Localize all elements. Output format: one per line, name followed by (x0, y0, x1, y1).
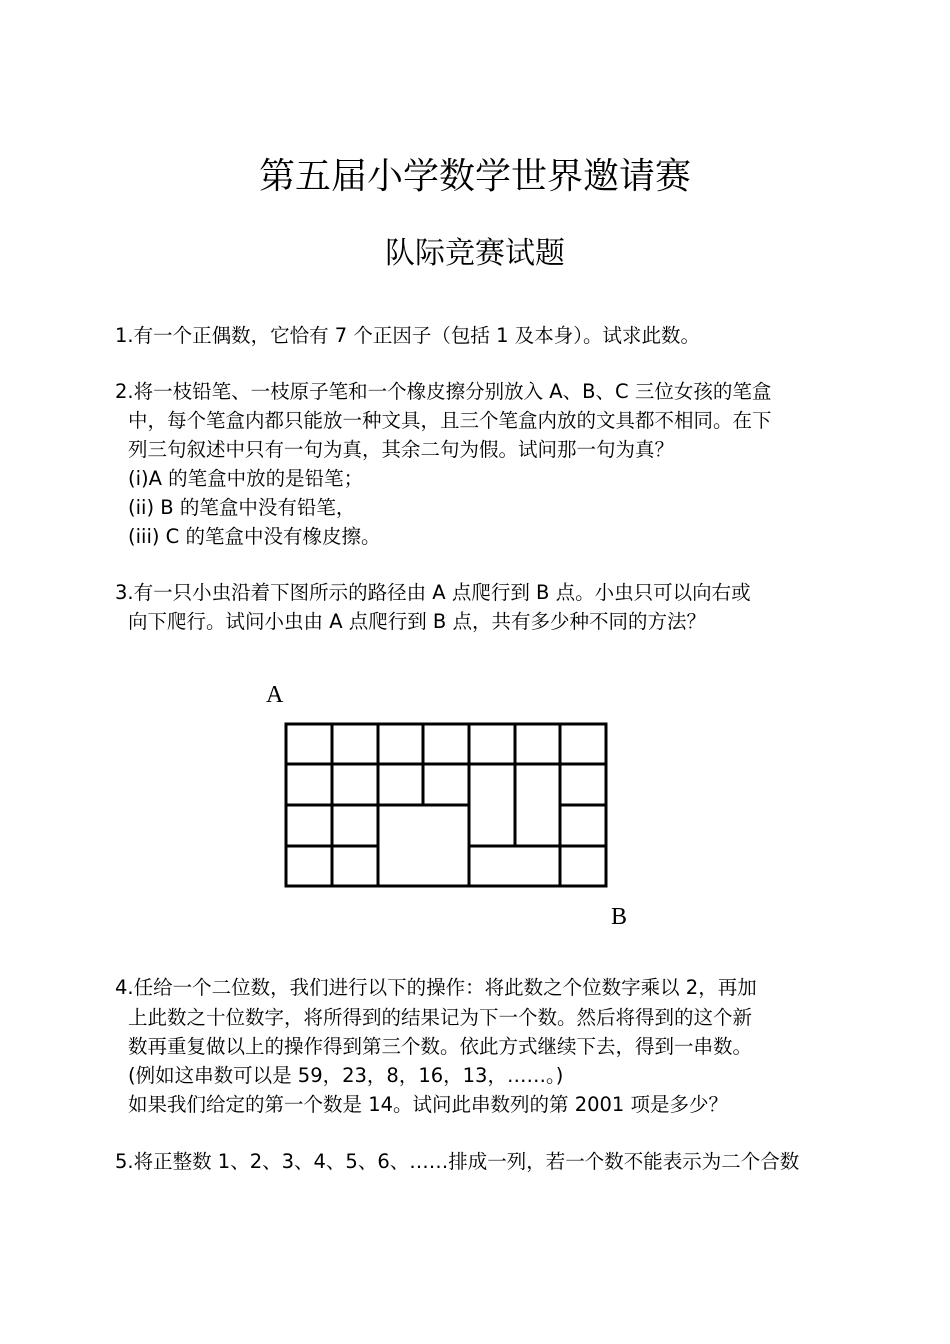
page-subtitle: 队际竞赛试题 (385, 236, 565, 271)
question-2-option-i: (i)A 的笔盒中放的是铅笔； (128, 467, 364, 490)
question-2-line-3: 列三句叙述中只有一句为真，其余二句为假。试问那一句为真？ (128, 438, 675, 461)
page-title: 第五届小学数学世界邀请赛 (258, 156, 691, 197)
question-2-line-1: 2.将一枝铅笔、一枝原子笔和一个橡皮擦分别放入 A、B、C 三位女孩的笔盒 (115, 380, 772, 403)
question-4-line-2: 上此数之十位数字，将所得到的结果记为下一个数。然后将得到的这个新 (128, 1006, 753, 1029)
question-4-line-3: 数再重复做以上的操作得到第三个数。依此方式继续下去，得到一串数。 (128, 1035, 753, 1058)
question-4-line-1: 4.任给一个二位数，我们进行以下的操作：将此数之个位数字乘以 2，再加 (115, 976, 757, 999)
question-2-line-2: 中，每个笔盒内都只能放一种文具，且三个笔盒内放的文具都不相同。在下 (128, 409, 772, 432)
question-5-line-1: 5.将正整数 1、2、3、4、5、6、……排成一列，若一个数不能表示为二个合数 (115, 1150, 800, 1173)
question-3-line-2: 向下爬行。试问小虫由 A 点爬行到 B 点，共有多少种不同的方法？ (128, 610, 707, 633)
path-grid-diagram (284, 722, 610, 890)
question-4-line-5: 如果我们给定的第一个数是 14。试问此串数列的第 2001 项是多少？ (128, 1093, 729, 1116)
question-4-line-4: (例如这串数可以是 59，23，8，16，13，……。) (128, 1064, 564, 1087)
point-a-label: A (266, 682, 284, 708)
question-1-line-1: 1.有一个正偶数，它恰有 7 个正因子（包括 1 及本身）。试求此数。 (115, 324, 700, 347)
question-2-option-iii: (iii) C 的笔盒中没有橡皮擦。 (128, 525, 381, 548)
question-2-option-ii: (ii) B 的笔盒中没有铅笔， (128, 496, 356, 519)
question-3-line-1: 3.有一只小虫沿着下图所示的路径由 A 点爬行到 B 点。小虫只可以向右或 (115, 581, 751, 604)
point-b-label: B (611, 904, 628, 930)
